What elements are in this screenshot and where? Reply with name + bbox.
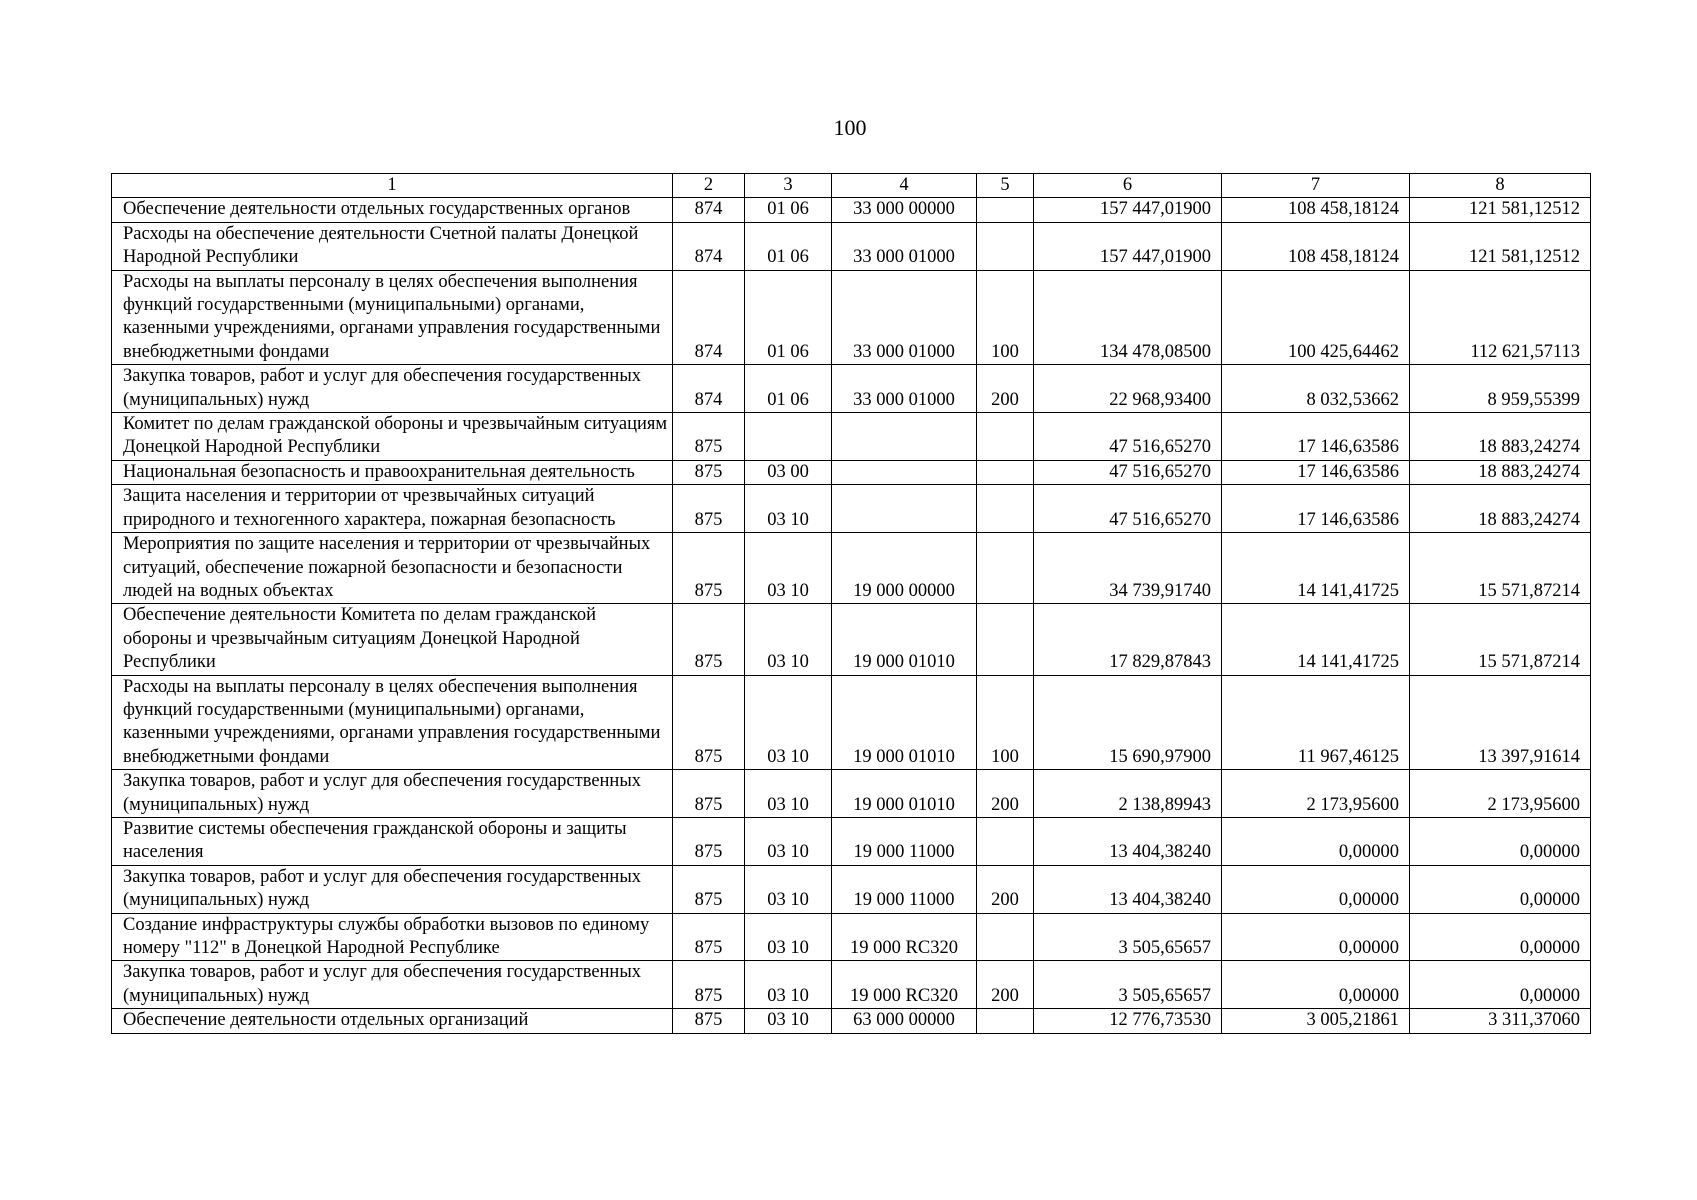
chapter-code-cell: 875 (673, 865, 745, 913)
row-name-cell: Закупка товаров, работ и услуг для обеспечения государственных (муниципальных) нужд (112, 961, 673, 1009)
target-article-cell: 19 000 01010 (832, 675, 977, 770)
chapter-code-cell: 875 (673, 770, 745, 818)
chapter-code-cell: 875 (673, 460, 745, 484)
row-name-cell: Закупка товаров, работ и услуг для обеспечения государственных (муниципальных) нужд (112, 865, 673, 913)
amount-col7-cell: 108 458,18124 (1222, 198, 1410, 222)
table-row (112, 270, 1591, 365)
section-code-cell: 03 10 (745, 817, 832, 865)
amount-col7-cell: 0,00000 (1222, 817, 1410, 865)
amount-col6-cell: 3 505,65657 (1034, 961, 1222, 1009)
amount-col6-cell: 12 776,73530 (1034, 1009, 1222, 1033)
amount-col7-cell: 0,00000 (1222, 913, 1410, 961)
chapter-code-cell: 874 (673, 198, 745, 222)
amount-col7-cell: 0,00000 (1222, 865, 1410, 913)
target-article-cell (832, 413, 977, 461)
table-row (112, 913, 1591, 961)
table-row (112, 222, 1591, 270)
amount-col6-cell: 3 505,65657 (1034, 913, 1222, 961)
row-name-cell: Создание инфраструктуры службы обработки вызовов по единому номеру "112" в Донецкой Народной Республике (112, 913, 673, 961)
page-number: 100 (833, 115, 867, 140)
expense-type-cell (977, 198, 1034, 222)
row-name-cell: Национальная безопасность и правоохранительная деятельность (112, 460, 673, 484)
header-cell: 3 (745, 174, 832, 198)
header-cell: 8 (1410, 174, 1591, 198)
target-article-cell: 63 000 00000 (832, 1009, 977, 1033)
amount-col7-cell: 2 173,95600 (1222, 770, 1410, 818)
amount-col7-cell: 14 141,41725 (1222, 533, 1410, 604)
amount-col7-cell: 3 005,21861 (1222, 1009, 1410, 1033)
target-article-cell: 33 000 01000 (832, 365, 977, 413)
target-article-cell: 19 000 11000 (832, 817, 977, 865)
section-code-cell: 03 10 (745, 1009, 832, 1033)
expense-type-cell (977, 222, 1034, 270)
table-row (112, 485, 1591, 533)
target-article-cell: 19 000 01010 (832, 604, 977, 675)
amount-col7-cell: 17 146,63586 (1222, 460, 1410, 484)
row-name-cell: Развитие системы обеспечения гражданской обороны и защиты населения (112, 817, 673, 865)
section-code-cell: 01 06 (745, 365, 832, 413)
row-name-cell: Обеспечение деятельности отдельных организаций (112, 1009, 673, 1033)
section-code-cell: 01 06 (745, 198, 832, 222)
row-name-cell: Закупка товаров, работ и услуг для обеспечения государственных (муниципальных) нужд (112, 770, 673, 818)
chapter-code-cell: 875 (673, 413, 745, 461)
amount-col6-cell: 134 478,08500 (1034, 270, 1222, 365)
row-name-cell: Расходы на обеспечение деятельности Счетной палаты Донецкой Народной Республики (112, 222, 673, 270)
amount-col7-cell: 14 141,41725 (1222, 604, 1410, 675)
amount-col6-cell: 13 404,38240 (1034, 817, 1222, 865)
row-name-cell: Защита населения и территории от чрезвычайных ситуаций природного и техногенного характера, пожарная безопасность (112, 485, 673, 533)
section-code-cell: 03 00 (745, 460, 832, 484)
amount-col7-cell: 17 146,63586 (1222, 413, 1410, 461)
budget-table (111, 173, 1591, 1034)
target-article-cell: 19 000 00000 (832, 533, 977, 604)
amount-col6-cell: 17 829,87843 (1034, 604, 1222, 675)
expense-type-cell (977, 1009, 1034, 1033)
section-code-cell: 03 10 (745, 865, 832, 913)
chapter-code-cell: 875 (673, 604, 745, 675)
expense-type-cell: 100 (977, 675, 1034, 770)
table-row (112, 198, 1591, 222)
amount-col8-cell: 13 397,91614 (1410, 675, 1591, 770)
row-name-cell: Закупка товаров, работ и услуг для обеспечения государственных (муниципальных) нужд (112, 365, 673, 413)
amount-col8-cell: 8 959,55399 (1410, 365, 1591, 413)
chapter-code-cell: 875 (673, 961, 745, 1009)
chapter-code-cell: 874 (673, 270, 745, 365)
expense-type-cell (977, 913, 1034, 961)
amount-col8-cell: 2 173,95600 (1410, 770, 1591, 818)
table-row (112, 865, 1591, 913)
target-article-cell: 33 000 01000 (832, 222, 977, 270)
amount-col7-cell: 8 032,53662 (1222, 365, 1410, 413)
amount-col8-cell: 15 571,87214 (1410, 604, 1591, 675)
header-cell: 4 (832, 174, 977, 198)
table-row (112, 604, 1591, 675)
amount-col8-cell: 121 581,12512 (1410, 222, 1591, 270)
amount-col8-cell: 15 571,87214 (1410, 533, 1591, 604)
table-row (112, 460, 1591, 484)
amount-col8-cell: 3 311,37060 (1410, 1009, 1591, 1033)
amount-col7-cell: 108 458,18124 (1222, 222, 1410, 270)
amount-col8-cell: 112 621,57113 (1410, 270, 1591, 365)
row-name-cell: Комитет по делам гражданской обороны и чрезвычайным ситуациям Донецкой Народной Республики (112, 413, 673, 461)
section-code-cell: 03 10 (745, 485, 832, 533)
amount-col8-cell: 121 581,12512 (1410, 198, 1591, 222)
section-code-cell: 03 10 (745, 604, 832, 675)
table-row (112, 961, 1591, 1009)
row-name-cell: Расходы на выплаты персоналу в целях обеспечения выполнения функций государственными (муниципальными) органами, казенными учреждениями, органами управления государственными внебюджетными фондами (112, 675, 673, 770)
expense-type-cell: 200 (977, 961, 1034, 1009)
expense-type-cell (977, 533, 1034, 604)
row-name-cell: Обеспечение деятельности Комитета по делам гражданской обороны и чрезвычайным ситуациям Донецкой Народной Республики (112, 604, 673, 675)
chapter-code-cell: 875 (673, 1009, 745, 1033)
section-code-cell: 03 10 (745, 533, 832, 604)
expense-type-cell: 200 (977, 365, 1034, 413)
table-header-row (112, 174, 1591, 198)
target-article-cell: 33 000 00000 (832, 198, 977, 222)
target-article-cell: 33 000 01000 (832, 270, 977, 365)
section-code-cell: 03 10 (745, 770, 832, 818)
table-row (112, 675, 1591, 770)
chapter-code-cell: 874 (673, 222, 745, 270)
expense-type-cell (977, 817, 1034, 865)
expense-type-cell (977, 460, 1034, 484)
table-row (112, 817, 1591, 865)
header-cell: 1 (112, 174, 673, 198)
row-name-cell: Обеспечение деятельности отдельных государственных органов (112, 198, 673, 222)
expense-type-cell: 200 (977, 865, 1034, 913)
amount-col6-cell: 47 516,65270 (1034, 460, 1222, 484)
expense-type-cell: 100 (977, 270, 1034, 365)
amount-col6-cell: 47 516,65270 (1034, 485, 1222, 533)
chapter-code-cell: 874 (673, 365, 745, 413)
header-cell: 7 (1222, 174, 1410, 198)
table-row (112, 413, 1591, 461)
chapter-code-cell: 875 (673, 817, 745, 865)
table-row (112, 365, 1591, 413)
expense-type-cell (977, 604, 1034, 675)
target-article-cell (832, 485, 977, 533)
target-article-cell: 19 000 01010 (832, 770, 977, 818)
amount-col8-cell: 18 883,24274 (1410, 460, 1591, 484)
amount-col7-cell: 100 425,64462 (1222, 270, 1410, 365)
table-row (112, 533, 1591, 604)
section-code-cell: 03 10 (745, 961, 832, 1009)
chapter-code-cell: 875 (673, 485, 745, 533)
header-cell: 2 (673, 174, 745, 198)
amount-col8-cell: 0,00000 (1410, 961, 1591, 1009)
section-code-cell: 01 06 (745, 222, 832, 270)
section-code-cell: 01 06 (745, 270, 832, 365)
amount-col7-cell: 17 146,63586 (1222, 485, 1410, 533)
amount-col7-cell: 11 967,46125 (1222, 675, 1410, 770)
amount-col6-cell: 15 690,97900 (1034, 675, 1222, 770)
amount-col6-cell: 157 447,01900 (1034, 222, 1222, 270)
amount-col6-cell: 2 138,89943 (1034, 770, 1222, 818)
chapter-code-cell: 875 (673, 533, 745, 604)
target-article-cell (832, 460, 977, 484)
expense-type-cell (977, 485, 1034, 533)
amount-col7-cell: 0,00000 (1222, 961, 1410, 1009)
section-code-cell: 03 10 (745, 913, 832, 961)
table-row (112, 1009, 1591, 1033)
amount-col8-cell: 0,00000 (1410, 865, 1591, 913)
chapter-code-cell: 875 (673, 675, 745, 770)
amount-col6-cell: 13 404,38240 (1034, 865, 1222, 913)
chapter-code-cell: 875 (673, 913, 745, 961)
amount-col8-cell: 18 883,24274 (1410, 485, 1591, 533)
amount-col6-cell: 47 516,65270 (1034, 413, 1222, 461)
target-article-cell: 19 000 RC320 (832, 913, 977, 961)
amount-col6-cell: 22 968,93400 (1034, 365, 1222, 413)
amount-col8-cell: 0,00000 (1410, 817, 1591, 865)
header-cell: 5 (977, 174, 1034, 198)
section-code-cell (745, 413, 832, 461)
target-article-cell: 19 000 11000 (832, 865, 977, 913)
amount-col6-cell: 157 447,01900 (1034, 198, 1222, 222)
row-name-cell: Мероприятия по защите населения и территории от чрезвычайных ситуаций, обеспечение пожарной безопасности и безопасности людей на водных объектах (112, 533, 673, 604)
section-code-cell: 03 10 (745, 675, 832, 770)
table-row (112, 770, 1591, 818)
header-cell: 6 (1034, 174, 1222, 198)
amount-col6-cell: 34 739,91740 (1034, 533, 1222, 604)
expense-type-cell: 200 (977, 770, 1034, 818)
amount-col8-cell: 0,00000 (1410, 913, 1591, 961)
target-article-cell: 19 000 RC320 (832, 961, 977, 1009)
amount-col8-cell: 18 883,24274 (1410, 413, 1591, 461)
row-name-cell: Расходы на выплаты персоналу в целях обеспечения выполнения функций государственными (муниципальными) органами, казенными учреждениями, органами управления государственными внебюджетными фондами (112, 270, 673, 365)
expense-type-cell (977, 413, 1034, 461)
